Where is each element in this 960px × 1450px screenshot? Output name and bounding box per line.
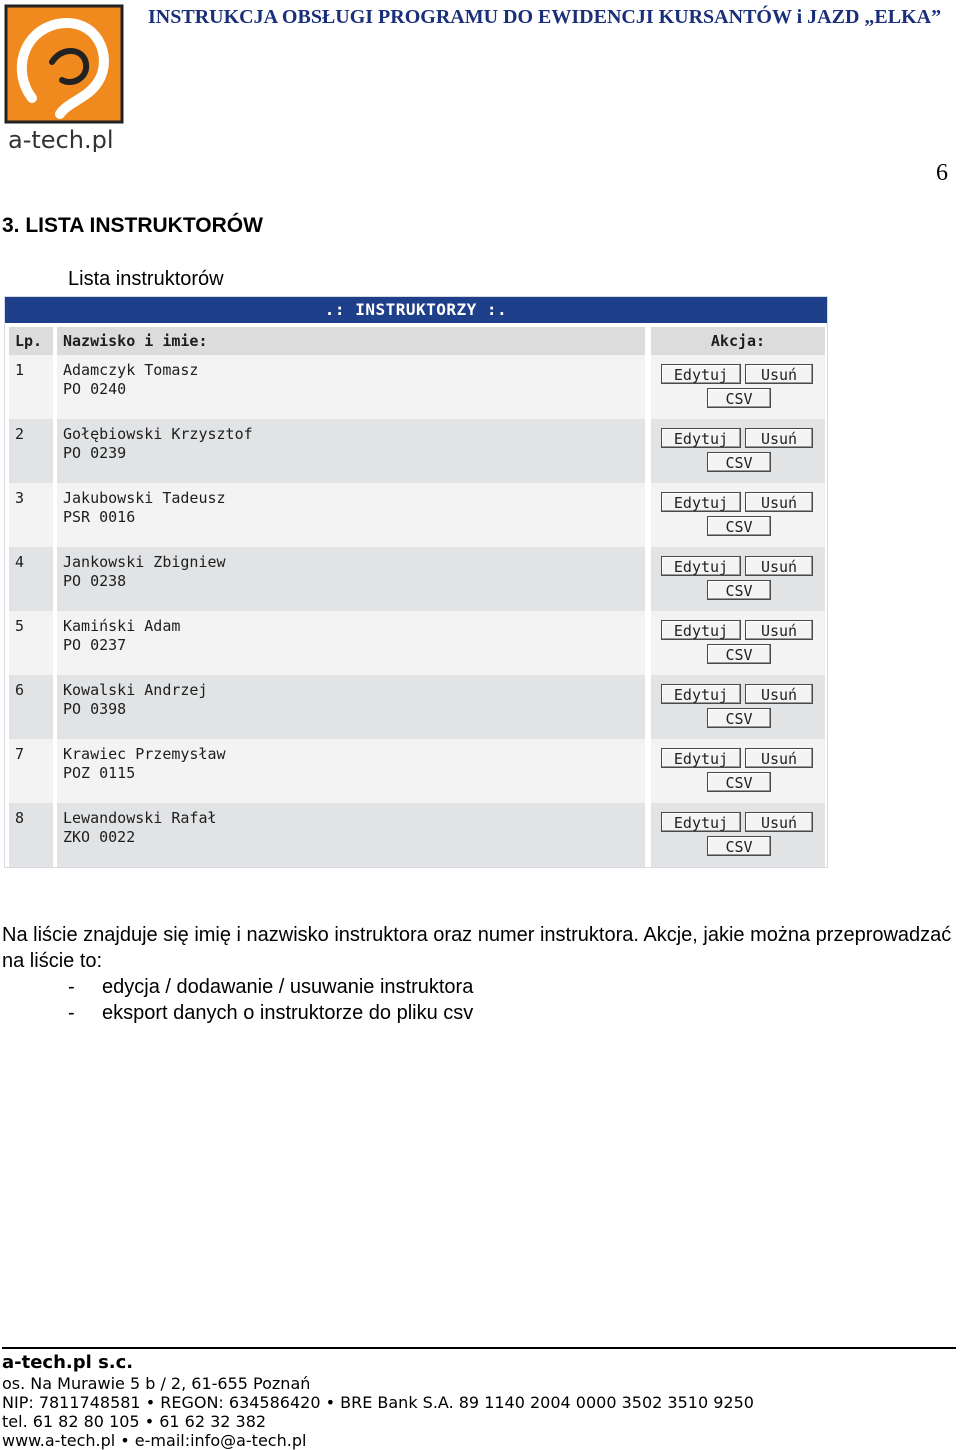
table-row [5,547,827,611]
delete-button[interactable]: Usuń [745,812,813,832]
table-row [5,739,827,803]
bullet-text: edycja / dodawanie / usuwanie instruktora [102,976,474,998]
panel-title: .: INSTRUKTORZY :. [5,297,827,323]
instructor-name: Gołębiowski Krzysztof [63,425,253,443]
edit-button[interactable]: Edytuj [661,556,741,576]
instructor-number: PO 0238 [63,572,127,590]
row-number: 4 [9,547,53,611]
edit-button[interactable]: Edytuj [661,492,741,512]
edit-button[interactable]: Edytuj [661,364,741,384]
instructor-number: PO 0239 [63,444,127,462]
edit-button[interactable]: Edytuj [661,620,741,640]
row-actions [651,483,825,547]
instructor-cell [57,547,645,611]
edit-button[interactable]: Edytuj [661,684,741,704]
delete-button[interactable]: Usuń [745,556,813,576]
column-header-action: Akcja: [651,327,825,355]
actions-list [2,974,473,1026]
instructor-name: Lewandowski Rafał [63,809,217,827]
instructor-name: Kowalski Andrzej [63,681,208,699]
delete-button[interactable]: Usuń [745,428,813,448]
csv-export-button[interactable]: CSV [707,452,771,472]
section-heading: 3. LISTA INSTRUKTORÓW [2,214,263,237]
csv-export-button[interactable]: CSV [707,580,771,600]
table-row [5,419,827,483]
instructors-panel [4,296,828,868]
page-number: 6 [936,160,948,186]
row-number: 1 [9,355,53,419]
row-actions [651,611,825,675]
row-number: 5 [9,611,53,675]
delete-button[interactable]: Usuń [745,364,813,384]
footer-divider [2,1347,956,1349]
logo-text: a-tech.pl [8,126,114,152]
instructor-name: Jankowski Zbigniew [63,553,226,571]
column-header-name: Nazwisko i imie: [57,327,645,355]
table-row [5,483,827,547]
column-header-lp: Lp. [9,327,53,355]
edit-button[interactable]: Edytuj [661,812,741,832]
table-row [5,355,827,419]
edit-button[interactable]: Edytuj [661,748,741,768]
csv-export-button[interactable]: CSV [707,772,771,792]
csv-export-button[interactable]: CSV [707,708,771,728]
footer-registry: NIP: 7811748581 • REGON: 634586420 • BRE Bank S.A. 89 1140 2004 0000 3502 3510 9250 [2,1393,754,1412]
description-text: Na liście znajduje się imię i nazwisko instruktora oraz numer instruktora. Akcje, jakie można przeprowadzać na liście to: [2,924,952,972]
instructor-cell [57,419,645,483]
footer [2,1352,754,1450]
table-row [5,803,827,867]
row-number: 8 [9,803,53,867]
document-title: INSTRUKCJA OBSŁUGI PROGRAMU DO EWIDENCJI KURSANTÓW i JAZD „ELKA” [148,6,942,28]
csv-export-button[interactable]: CSV [707,644,771,664]
instructor-cell [57,355,645,419]
footer-web: www.a-tech.pl • e-mail:info@a-tech.pl [2,1431,307,1450]
row-number: 3 [9,483,53,547]
csv-export-button[interactable]: CSV [707,516,771,536]
bullet-dash: - [68,1002,75,1024]
instructor-cell [57,611,645,675]
csv-export-button[interactable]: CSV [707,836,771,856]
instructor-name: Kamiński Adam [63,617,181,635]
instructor-number: POZ 0115 [63,764,136,782]
figure-caption: Lista instruktorów [68,268,224,290]
logo-graphic [2,2,126,152]
csv-export-button[interactable]: CSV [707,388,771,408]
delete-button[interactable]: Usuń [745,620,813,640]
list-item [2,974,473,1000]
row-number: 6 [9,675,53,739]
row-number: 7 [9,739,53,803]
edit-button[interactable]: Edytuj [661,428,741,448]
bullet-text: eksport danych o instruktorze do pliku csv [102,1002,474,1024]
instructor-cell [57,803,645,867]
instructor-cell [57,483,645,547]
row-number: 2 [9,419,53,483]
footer-address: os. Na Murawie 5 b / 2, 61-655 Poznań [2,1374,311,1393]
table-row [5,611,827,675]
instructor-name: Jakubowski Tadeusz [63,489,226,507]
instructor-number: ZKO 0022 [63,828,136,846]
row-actions [651,419,825,483]
delete-button[interactable]: Usuń [745,492,813,512]
row-actions [651,675,825,739]
instructor-name: Krawiec Przemysław [63,745,226,763]
instructor-number: PO 0240 [63,380,127,398]
row-actions [651,739,825,803]
table-row [5,675,827,739]
instructors-table-body [5,355,827,867]
instructor-cell [57,739,645,803]
instructor-name: Adamczyk Tomasz [63,361,199,379]
bullet-dash: - [68,976,75,998]
instructor-cell [57,675,645,739]
company-logo [2,2,126,152]
instructor-number: PO 0398 [63,700,127,718]
instructor-number: PO 0237 [63,636,127,654]
list-item [2,1000,473,1026]
row-actions [651,803,825,867]
row-actions [651,547,825,611]
footer-phone: tel. 61 82 80 105 • 61 62 32 382 [2,1412,267,1431]
row-actions [651,355,825,419]
table-header [5,327,827,355]
instructor-number: PSR 0016 [63,508,136,526]
footer-company: a-tech.pl s.c. [2,1352,134,1373]
delete-button[interactable]: Usuń [745,684,813,704]
delete-button[interactable]: Usuń [745,748,813,768]
